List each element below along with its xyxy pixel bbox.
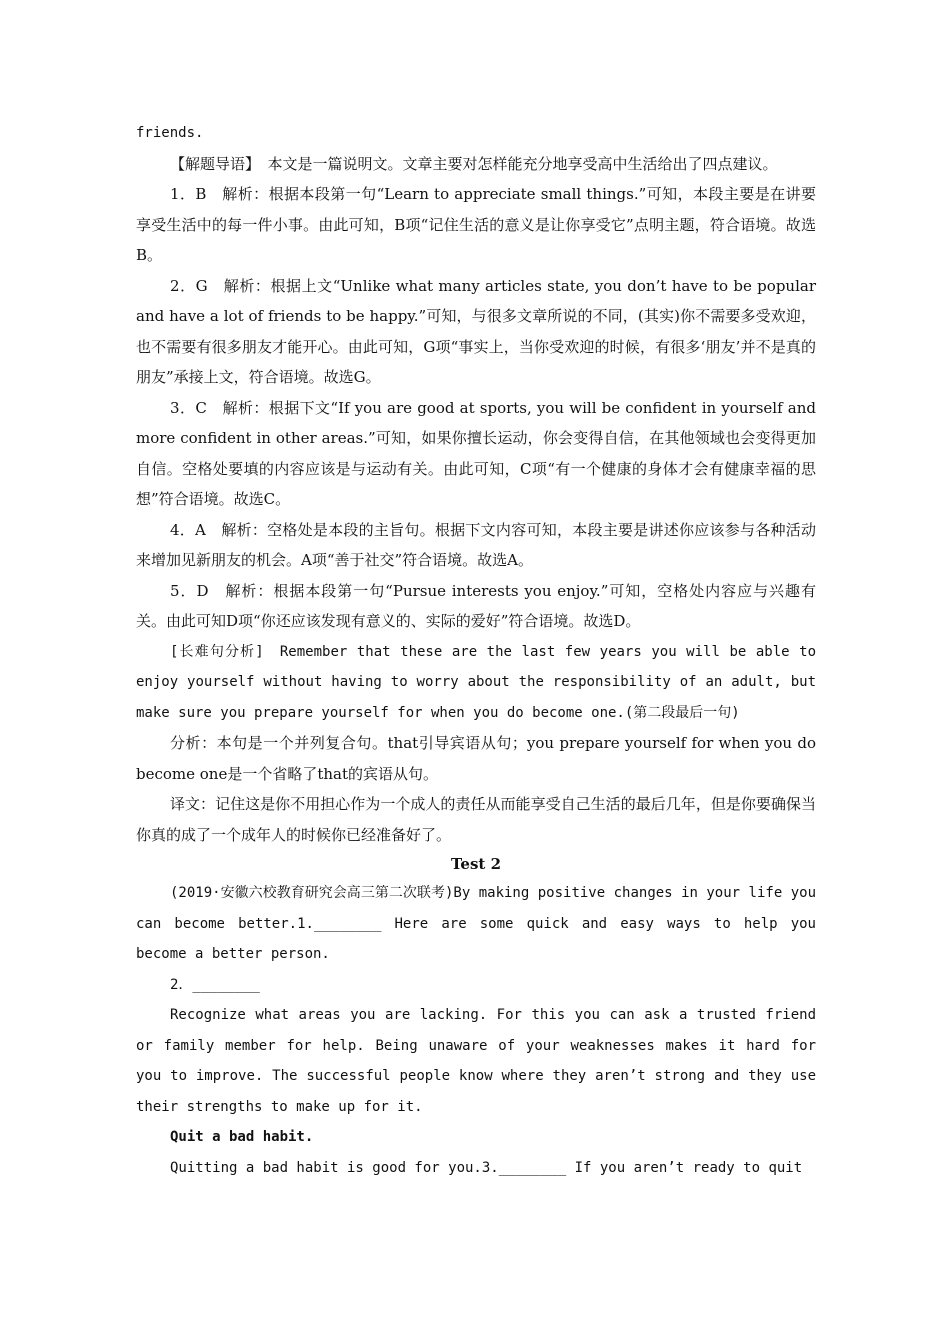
answer-2-explanation: 2．G 解析：根据上文“Unlike what many articles state, you don’t have to be popular and have a lot of friends to be happy.”可知，与很多文章所说的不同，(其实)你不需要多受欢迎，也不需要有很多朋友才能开心。由此可知，G项“事实上，当你受欢迎的时候，有很多‘朋友’并不是真的朋友”承接上文，符合语境。故选G。 — [136, 276, 816, 386]
paragraph-continuation: friends. — [136, 125, 204, 141]
long-sentence-analysis: [长难句分析] Remember that these are the last few years you will be able to enjoy yourself without having to worry about the responsibility of an adult, but make sure you prepare yourself for when you do become one.(第二段最后一句) — [136, 643, 816, 721]
answer-1-explanation: 1．B 解析：根据本段第一句“Learn to appreciate small things.”可知，本段主要是在讲要享受生活中的每一件小事。由此可知，B项“记住生活的意义是让你享受它”点明主题，符合语境。故选B。 — [136, 185, 816, 264]
test-body-paragraph: Recognize what areas you are lacking. For this you can ask a trusted friend or family member for help. Being unaware of your weaknesses makes it hard for you to improve. The successful people know where they aren’t strong and they use their strengths to make up for it. — [136, 1007, 816, 1115]
paragraph-guide: 【解题导语】 本文是一篇说明文。文章主要对怎样能充分地享受高中生活给出了四点建议。 — [170, 154, 778, 173]
translation-paragraph: 译文：记住这是你不用担心作为一个成人的责任从而能享受自己生活的最后几年，但是你要确保当你真的成了一个成年人的时候你已经准备好了。 — [136, 795, 816, 844]
blank-heading-2: 2．________ — [170, 976, 260, 993]
test-intro-paragraph: (2019·安徽六校教育研究会高三第二次联考)By making positive changes in your life you can become better.1.________ Here are some quick and easy ways to help you become a better person. — [136, 885, 816, 962]
subheading-quit-bad-habit: Quit a bad habit. — [170, 1129, 314, 1145]
document-page — [136, 118, 816, 1183]
section-title: Test 2 — [450, 855, 502, 873]
answer-4-explanation: 4．A 解析：空格处是本段的主旨句。根据下文内容可知，本段主要是讲述你应该参与各种活动来增加见新朋友的机会。A项“善于社交”符合语境。故选A。 — [136, 520, 816, 569]
test-body-paragraph-2: Quitting a bad habit is good for you.3.________ If you aren’t ready to quit — [170, 1159, 803, 1176]
analysis-paragraph: 分析：本句是一个并列复合句。that引导宾语从句；you prepare yourself for when you do become one是一个省略了that的宾语从句。 — [136, 734, 816, 783]
answer-5-explanation: 5．D 解析：根据本段第一句“Pursue interests you enjoy.”可知，空格处内容应与兴趣有关。由此可知D项“你还应该发现有意义的、实际的爱好”符合语境。故选D。 — [136, 581, 816, 630]
answer-3-explanation: 3．C 解析：根据下文“If you are good at sports, you will be confident in yourself and more confident in other areas.”可知，如果你擅长运动，你会变得自信，在其他领域也会变得更加自信。空格处要填的内容应该是与运动有关。由此可知，C项“有一个健康的身体才会有健康幸福的思想”符合语境。故选C。 — [136, 398, 816, 508]
